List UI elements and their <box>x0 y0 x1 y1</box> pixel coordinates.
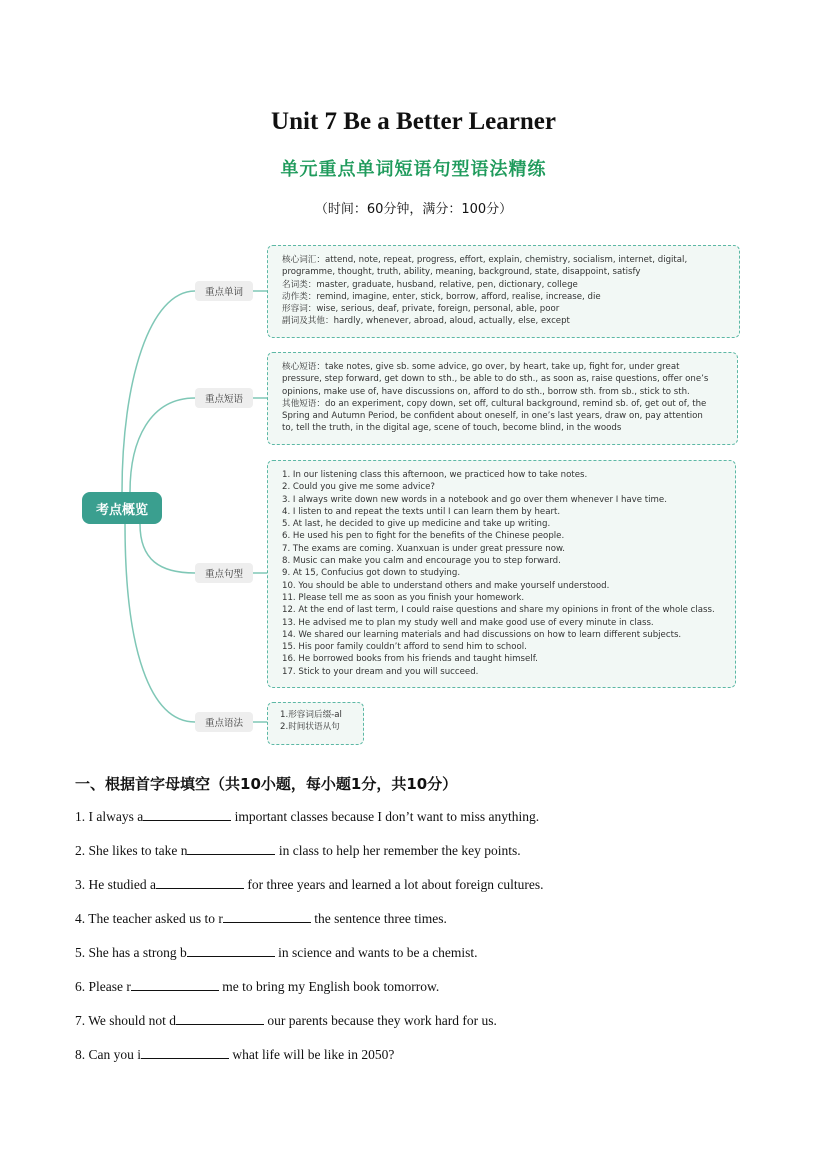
question-text: 5. She has a strong b <box>75 945 187 960</box>
question-item <box>75 1012 497 1029</box>
answer-blank[interactable] <box>187 842 275 855</box>
sentence-line: 11. Please tell me as soon as you finish your homework. <box>282 592 525 603</box>
question-text: what life will be like in 2050? <box>229 1047 395 1062</box>
sentence-line: 7. The exams are coming. Xuanxuan is under great pressure now. <box>282 543 565 554</box>
question-text: in science and wants to be a chemist. <box>274 945 478 960</box>
question-text: 4. The teacher asked us to r <box>75 911 223 926</box>
question-item <box>75 978 439 995</box>
sentence-line: 5. At last, he decided to give up medicine and take up writing. <box>282 519 551 530</box>
answer-blank[interactable] <box>141 1046 229 1059</box>
key-phrases-box <box>267 352 738 445</box>
box-line: programme, thought, truth, ability, meaning, background, state, disappoint, satisfy <box>282 267 641 278</box>
box-line: 1.形容词后缀-al <box>280 710 342 720</box>
box-line: 名词类：master, graduate, husband, relative, pen, dictionary, college <box>282 279 578 290</box>
sentence-line: 1. In our listening class this afternoon, we practiced how to take notes. <box>282 470 588 480</box>
branch-key-words: 重点单词 <box>195 281 253 301</box>
answer-blank[interactable] <box>187 944 275 957</box>
sentence-line: 14. We shared our learning materials and had discussions on how to learn different subjects. <box>282 629 682 640</box>
sentence-line: 8. Music can make you calm and encourage you to step forward. <box>282 556 561 567</box>
page-subtitle: 单元重点单词短语句型语法精练 <box>280 159 547 180</box>
answer-blank[interactable] <box>176 1012 264 1025</box>
answer-blank[interactable] <box>223 910 311 923</box>
question-text: our parents because they work hard for us. <box>264 1013 497 1028</box>
question-text: 2. She likes to take n <box>75 843 188 858</box>
time-info: （时间：60分钟，满分：100分） <box>314 202 513 217</box>
question-text: 1. I always a <box>75 809 144 824</box>
question-text: the sentence three times. <box>310 911 447 926</box>
question-text: 8. Can you i <box>75 1047 141 1062</box>
box-line: 动作类：remind, imagine, enter, stick, borrow, afford, realise, increase, die <box>282 291 601 302</box>
connector-phrases <box>130 398 195 492</box>
answer-blank[interactable] <box>131 978 219 991</box>
sentence-line: 17. Stick to your dream and you will succeed. <box>282 666 479 677</box>
box-line: 其他短语：do an experiment, copy down, set off, cultural background, remind sb. of, get out of, the <box>282 398 707 409</box>
box-line: 副词及其他：hardly, whenever, abroad, aloud, actually, else, except <box>282 316 570 327</box>
sentence-line: 2. Could you give me some advice? <box>282 482 435 493</box>
question-item <box>75 1046 394 1063</box>
question-item <box>75 842 521 859</box>
answer-blank[interactable] <box>156 876 244 889</box>
sentence-line: 3. I always write down new words in a notebook and go over them whenever I have time. <box>282 494 667 505</box>
branch-key-phrases: 重点短语 <box>195 388 253 408</box>
connector-grammar <box>125 524 195 722</box>
question-item <box>75 944 478 961</box>
answer-blank[interactable] <box>143 808 231 821</box>
box-line: pressure, step forward, get down to sth., be able to do sth., as soon as, raise questions, offer one’s <box>282 374 709 385</box>
box-line: to, tell the truth, in the digital age, scene of touch, become blind, in the woods <box>282 423 622 434</box>
question-text: in class to help her remember the key points. <box>275 843 521 858</box>
key-sentences-box <box>267 460 736 688</box>
question-text: 7. We should not d <box>75 1013 177 1028</box>
box-line: opinions, make use of, have discussions on, afford to do sth., borrow sth. from sb., stick to sth. <box>282 386 690 397</box>
sentence-line: 9. At 15, Confucius got down to studying. <box>282 568 461 579</box>
key-words-box <box>267 245 740 338</box>
box-line: 核心短语：take notes, give sb. some advice, go over, by heart, take up, fight for, under great <box>282 362 680 372</box>
box-line: 2.时间状语从句 <box>280 722 340 733</box>
question-text: 6. Please r <box>75 979 131 994</box>
question-item <box>75 876 543 893</box>
key-grammar-box <box>267 702 364 745</box>
branch-key-grammar: 重点语法 <box>195 712 253 732</box>
sentence-line: 13. He advised me to plan my study well and make good use of every minute in class. <box>282 617 654 628</box>
sentence-line: 15. His poor family couldn’t afford to send him to school. <box>282 642 527 653</box>
section-title: 一、根据首字母填空（共10小题，每小题1分，共10分） <box>75 775 458 793</box>
sentence-line: 6. He used his pen to fight for the benefits of the Chinese people. <box>282 531 565 542</box>
mindmap-root: 考点概览 <box>82 492 162 524</box>
question-text: me to bring my English book tomorrow. <box>218 979 440 994</box>
box-line: Spring and Autumn Period, be confident about oneself, in one’s last years, draw on, pay attention <box>282 411 703 422</box>
sentence-line: 10. You should be able to understand others and make yourself understood. <box>282 580 610 591</box>
question-item <box>75 808 539 825</box>
sentence-line: 4. I listen to and repeat the texts until I can learn them by heart. <box>282 506 561 517</box>
question-item <box>75 910 447 927</box>
branch-key-sentences: 重点句型 <box>195 563 253 583</box>
connector-sentences <box>140 524 195 573</box>
box-line: 核心词汇：attend, note, repeat, progress, effort, explain, chemistry, socialism, internet, digital, <box>282 255 688 265</box>
question-text: 3. He studied a <box>75 877 156 892</box>
question-text: for three years and learned a lot about foreign cultures. <box>243 877 544 892</box>
sentence-line: 16. He borrowed books from his friends and taught himself. <box>282 654 538 665</box>
question-text: important classes because I don’t want to miss anything. <box>231 809 540 824</box>
sentence-line: 12. At the end of last term, I could raise questions and share my opinions in front of the whole class. <box>282 605 715 616</box>
page-title: Unit 7 Be a Better Learner <box>271 108 556 135</box>
box-line: 形容词：wise, serious, deaf, private, foreign, personal, able, poor <box>282 304 560 315</box>
